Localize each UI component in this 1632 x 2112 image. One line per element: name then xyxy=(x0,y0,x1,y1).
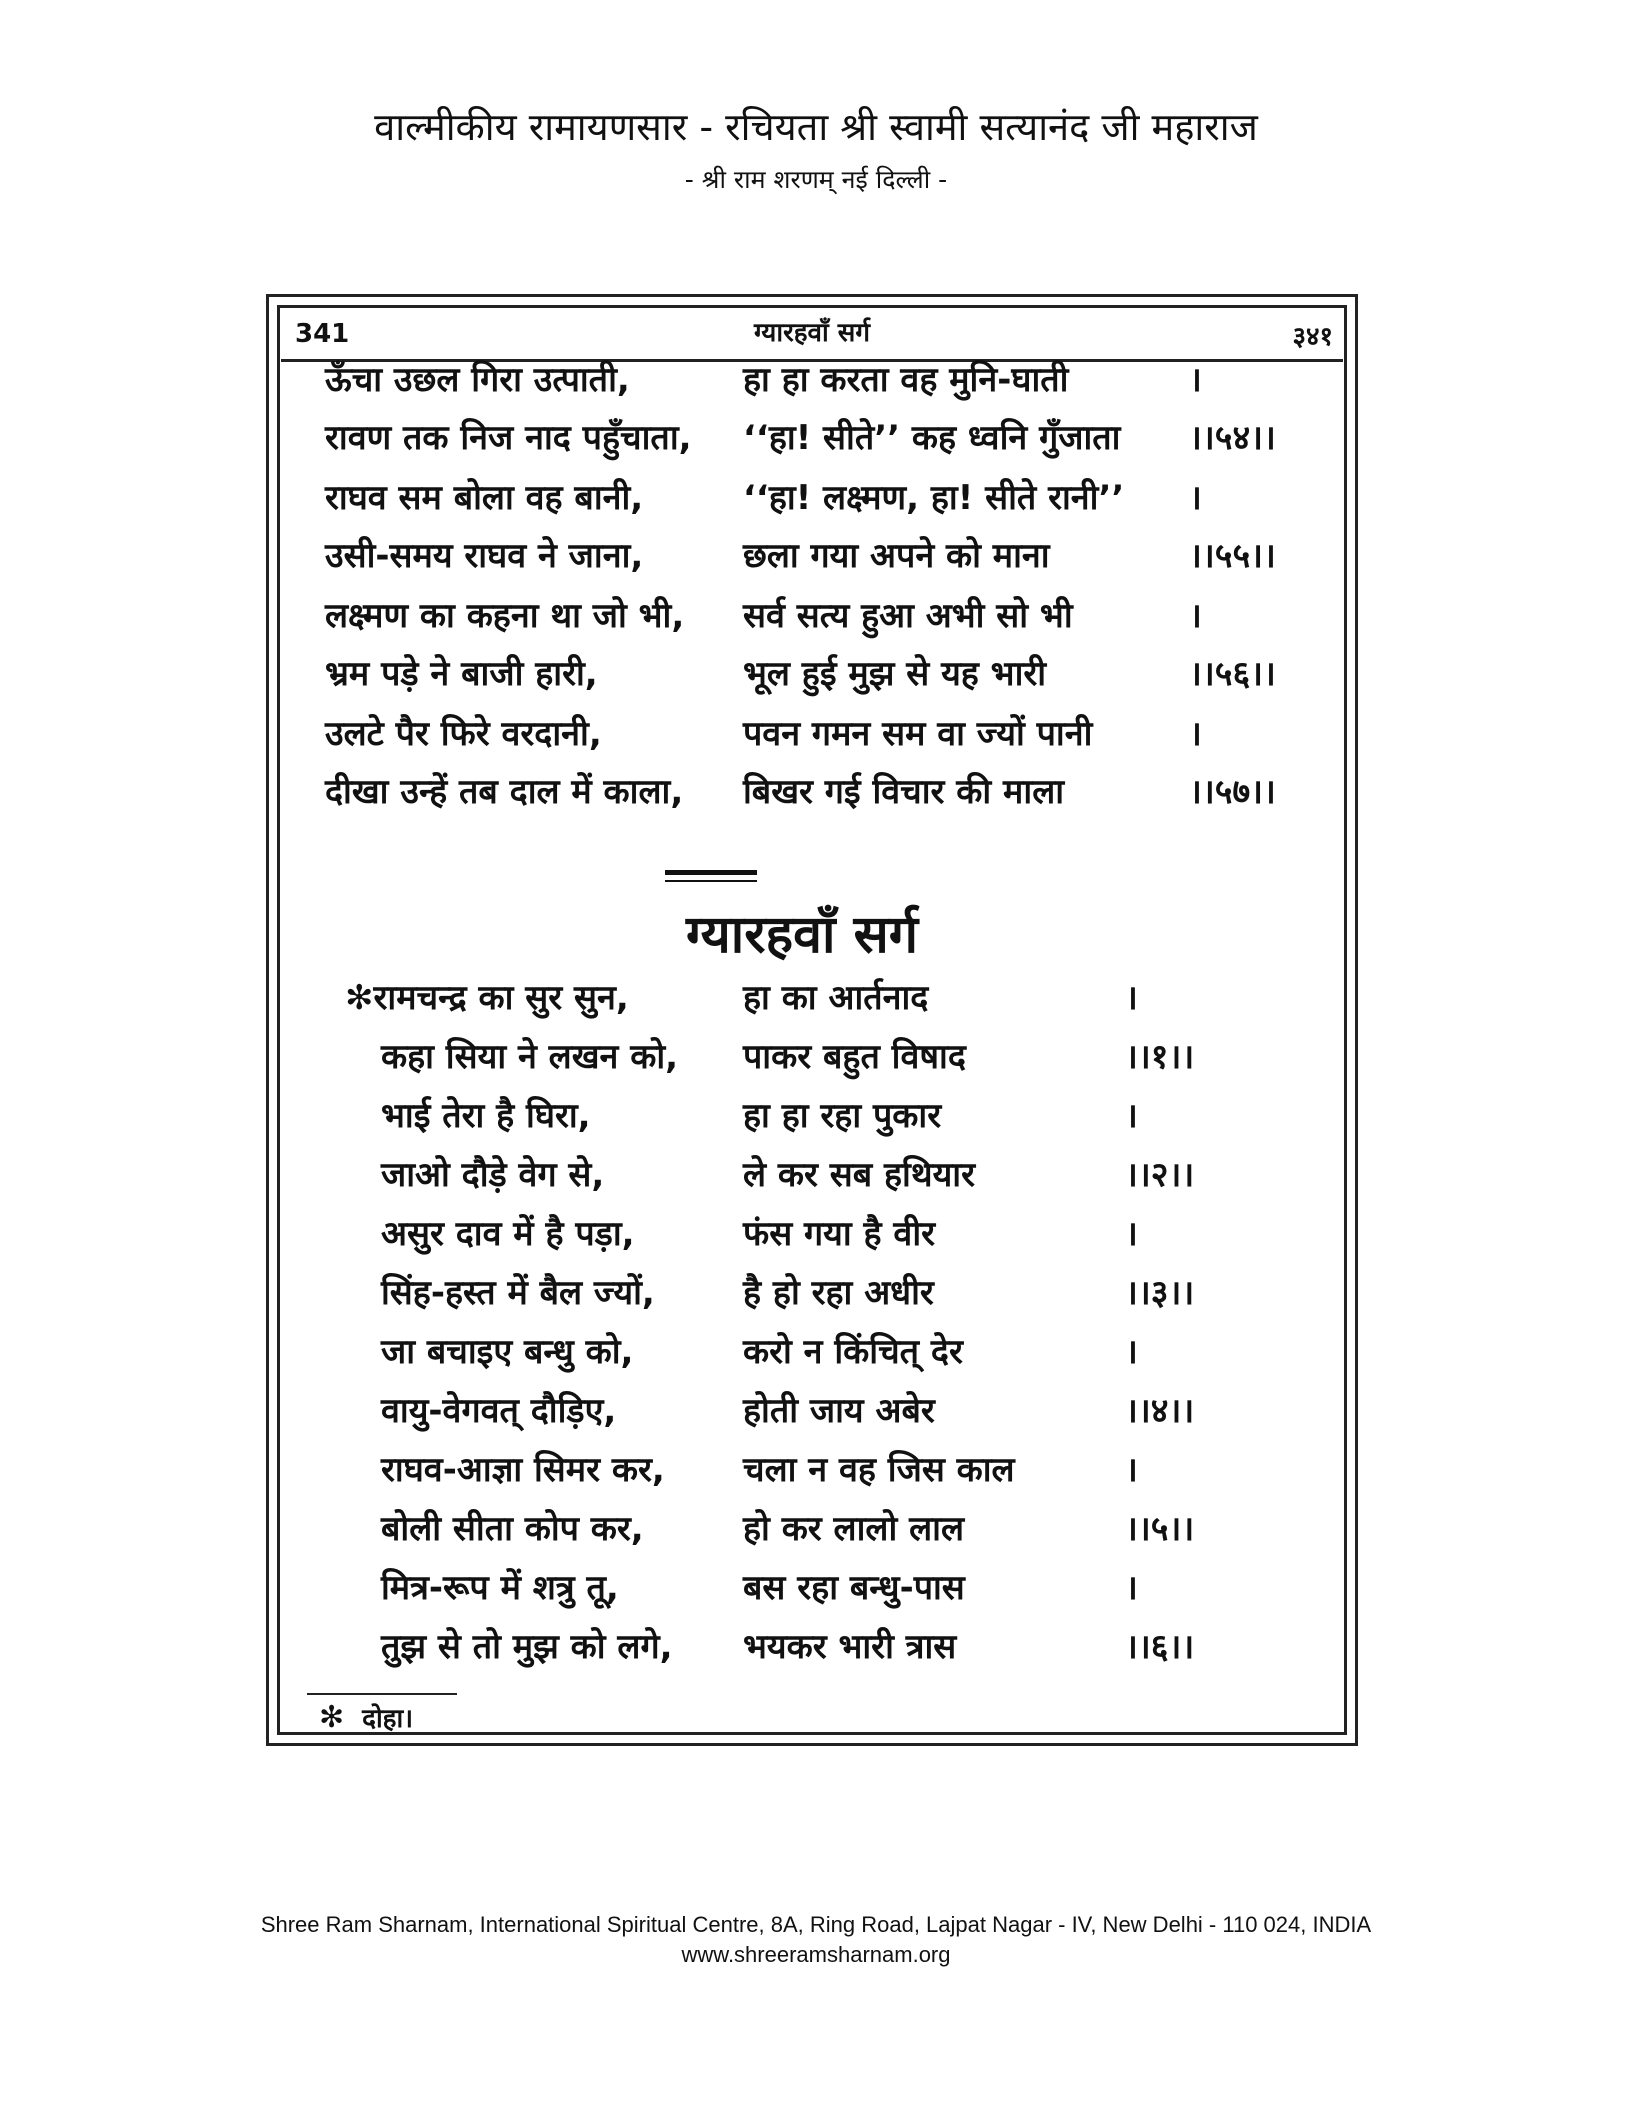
doha-part-b: है हो रहा अधीर xyxy=(743,1273,934,1313)
doha-end: ।।३।। xyxy=(1125,1273,1195,1313)
doha-part-a: भाई तेरा है घिरा, xyxy=(381,1096,591,1136)
verse-end: । xyxy=(1189,714,1202,754)
footnote xyxy=(319,1699,413,1735)
doha-part-b: हा का आर्तनाद xyxy=(743,978,929,1018)
doha-part-a: असुर दाव में है पड़ा, xyxy=(381,1214,635,1254)
doha-part-b: हो कर लालो लाल xyxy=(743,1509,965,1549)
verse-part-b: छला गया अपने को माना xyxy=(743,536,1050,576)
document-header-title: वाल्मीकीय रामायणसार - रचियता श्री स्वामी सत्यानंद जी महाराज xyxy=(374,105,1258,149)
doha-part-b: बस रहा बन्धु-पास xyxy=(743,1568,965,1608)
doha-part-a: जाओ दौड़े वेग से, xyxy=(381,1155,605,1195)
verse-end: ।।५४।। xyxy=(1189,418,1276,458)
running-title: ग्यारहवाँ सर्ग xyxy=(753,318,871,348)
footer-address: Shree Ram Sharnam, International Spiritual Centre, 8A, Ring Road, Lajpat Nagar - IV, New Delhi - 110 024, INDIA xyxy=(260,1912,1372,1937)
verse-part-b: सर्व सत्य हुआ अभी सो भी xyxy=(743,596,1073,636)
doha-part-a: मित्र-रूप में शत्रु तू, xyxy=(381,1568,619,1608)
doha-end: । xyxy=(1125,1096,1138,1136)
doha-end: । xyxy=(1125,1450,1138,1490)
doha-end: ।।२।। xyxy=(1125,1155,1195,1195)
verse-part-a: उलटे पैर फिरे वरदानी, xyxy=(325,714,602,754)
verse-end: । xyxy=(1189,360,1202,400)
doha-end: । xyxy=(1125,1568,1138,1608)
doha-part-a: राघव-आज्ञा सिमर कर, xyxy=(381,1450,665,1490)
doha-part-a: कहा सिया ने लखन को, xyxy=(381,1037,679,1077)
page-number-bar xyxy=(281,313,1343,353)
doha-part-a: तुझ से तो मुझ को लगे, xyxy=(381,1627,673,1667)
verse-part-b: पवन गमन सम वा ज्यों पानी xyxy=(743,714,1093,754)
verse-part-a: उसी-समय राघव ने जाना, xyxy=(325,536,644,576)
verse-part-a: लक्ष्मण का कहना था जो भी, xyxy=(325,596,685,636)
verse-end: । xyxy=(1189,478,1202,518)
doha-end: । xyxy=(1125,1214,1138,1254)
page-number-right: ३४१ xyxy=(1292,322,1333,352)
verse-part-a: ऊँचा उछल गिरा उत्पाती, xyxy=(325,360,630,400)
verse-part-b: भूल हुई मुझ से यह भारी xyxy=(743,654,1047,694)
page-frame xyxy=(266,294,1358,1746)
doha-part-a: बोली सीता कोप कर, xyxy=(381,1509,644,1549)
verse-part-a: राघव सम बोला वह बानी, xyxy=(325,478,644,518)
doha-end: । xyxy=(1125,1332,1138,1372)
document-header-subtitle: - श्री राम शरणम् नई दिल्ली - xyxy=(684,165,948,194)
section-title: ग्यारहवाँ सर्ग xyxy=(685,905,919,965)
doha-part-a: जा बचाइए बन्धु को, xyxy=(381,1332,634,1372)
doha-part-b: होती जाय अबेर xyxy=(743,1391,935,1431)
verse-end: ।।५७।। xyxy=(1189,772,1276,812)
verse-part-b: ‘‘हा! लक्ष्मण, हा! सीते रानी’’ xyxy=(743,478,1125,518)
doha-part-a: वायु-वेगवत् दौड़िए, xyxy=(381,1391,617,1431)
verse-part-a: दीखा उन्हें तब दाल में काला, xyxy=(325,772,684,812)
doha-end: । xyxy=(1125,978,1138,1018)
section-divider xyxy=(665,870,757,875)
doha-part-b: ले कर सब हथियार xyxy=(743,1155,975,1195)
verse-end: ।।५५।। xyxy=(1189,536,1276,576)
verse-part-a: भ्रम पड़े ने बाजी हारी, xyxy=(325,654,598,694)
footer-url[interactable]: www.shreeramsharnam.org xyxy=(681,1942,951,1967)
section-divider-thin xyxy=(665,880,757,882)
doha-part-b: हा हा रहा पुकार xyxy=(743,1096,942,1136)
verse-end: । xyxy=(1189,596,1202,636)
doha-end: ।।४।। xyxy=(1125,1391,1195,1431)
verse-part-b: हा हा करता वह मुनि-घाती xyxy=(743,360,1069,400)
doha-part-b: चला न वह जिस काल xyxy=(743,1450,1015,1490)
asterisk-icon: ✻ xyxy=(319,1700,345,1735)
footnote-divider xyxy=(307,1693,457,1695)
doha-part-b: करो न किंचित् देर xyxy=(743,1332,963,1372)
verse-part-a: रावण तक निज नाद पहुँचाता, xyxy=(325,418,692,458)
doha-part-a: ✻रामचन्द्र का सुर सुन, xyxy=(345,978,629,1018)
page-number-left: 341 xyxy=(295,319,350,349)
doha-end: ।।६।। xyxy=(1125,1627,1195,1667)
verse-part-b: बिखर गई विचार की माला xyxy=(743,772,1065,812)
verse-part-b: ‘‘हा! सीते’’ कह ध्वनि गुँजाता xyxy=(743,418,1121,458)
doha-end: ।।५।। xyxy=(1125,1509,1195,1549)
doha-end: ।।१।। xyxy=(1125,1037,1195,1077)
footnote-text: दोहा। xyxy=(362,1704,414,1734)
doha-part-b: फंस गया है वीर xyxy=(743,1214,936,1254)
doha-part-b: भयकर भारी त्रास xyxy=(743,1627,957,1667)
verse-end: ।।५६।। xyxy=(1189,654,1276,694)
doha-part-b: पाकर बहुत विषाद xyxy=(743,1037,966,1077)
doha-part-a: सिंह-हस्त में बैल ज्यों, xyxy=(381,1273,655,1313)
